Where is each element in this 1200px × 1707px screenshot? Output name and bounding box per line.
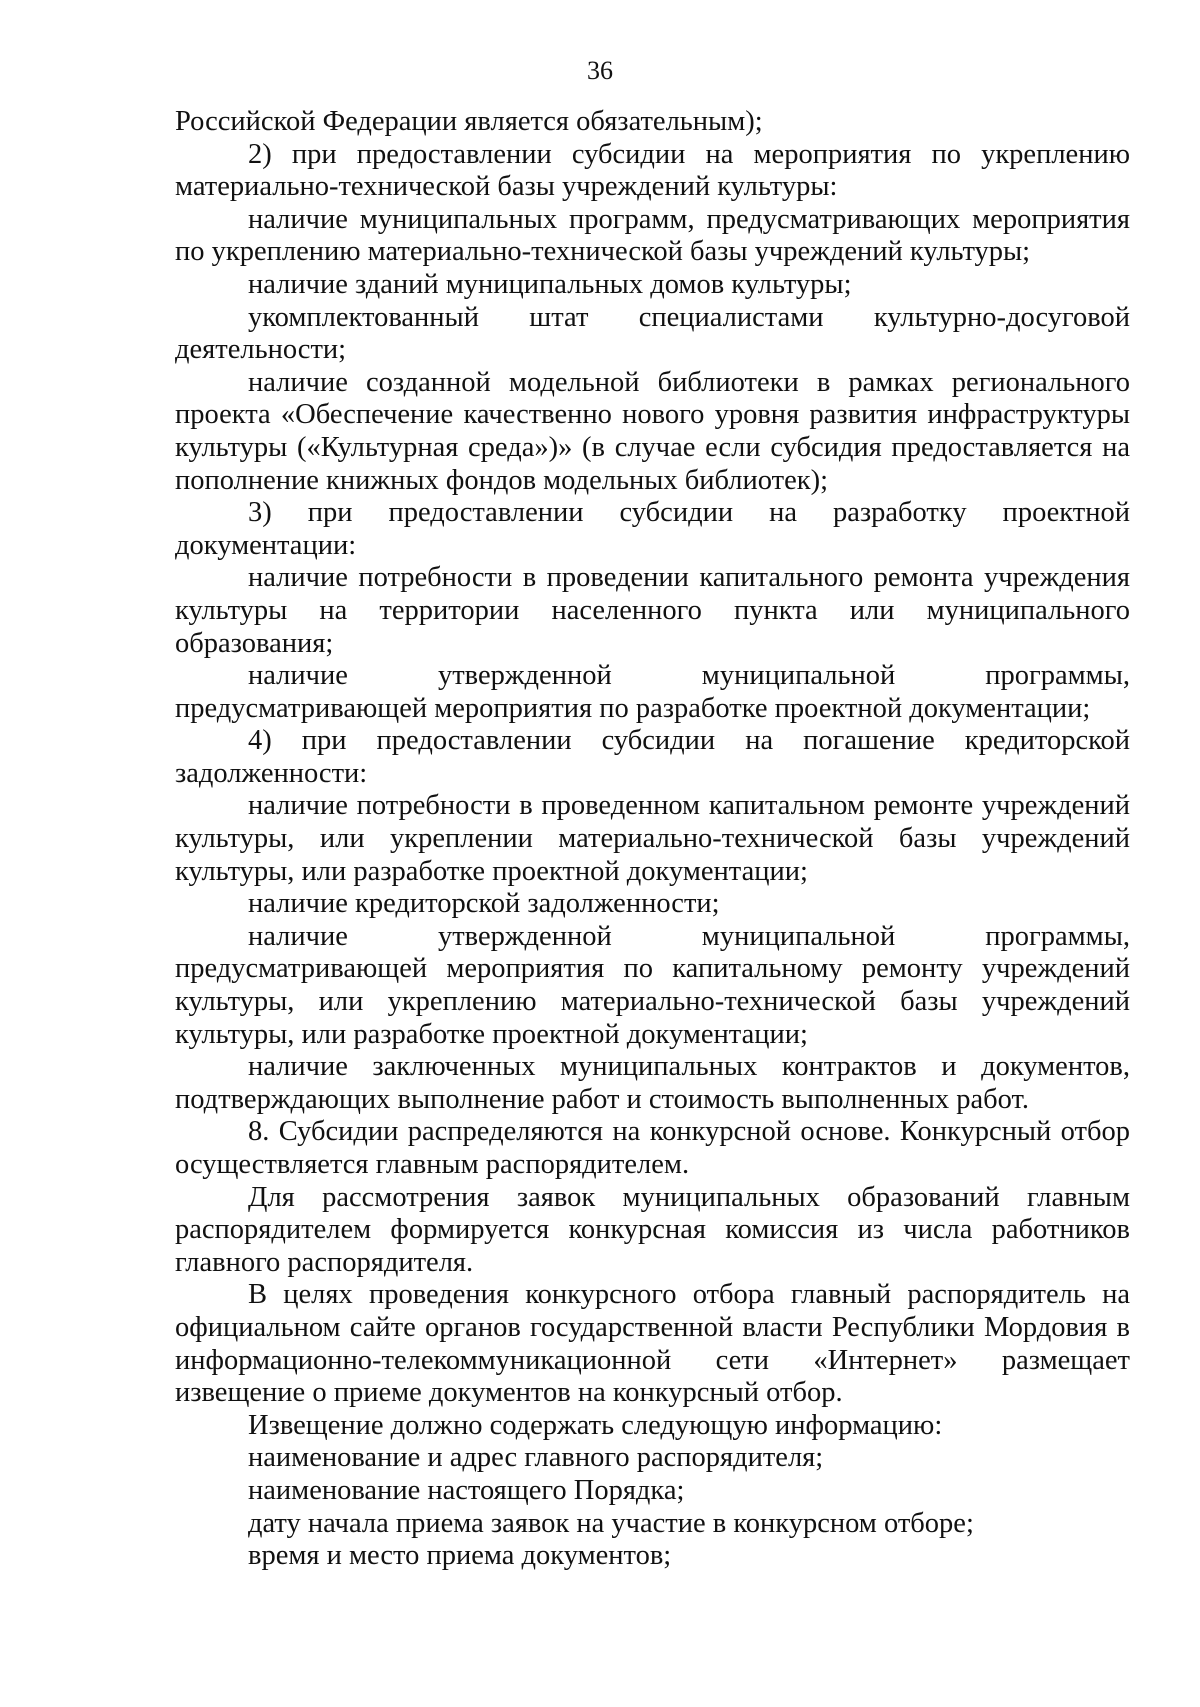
paragraph: 2) при предоставлении субсидии на мероприятия по укреплению материально-технической базы учреждений культуры: [175, 138, 1130, 203]
paragraph: наличие муниципальных программ, предусматривающих мероприятия по укреплению материально-технической базы учреждений культуры; [175, 203, 1130, 268]
paragraph: наличие кредиторской задолженности; [248, 888, 720, 920]
paragraph: укомплектованный штат специалистами культурно-досуговой деятельности; [175, 301, 1130, 366]
list-item: время и место приема документов; [248, 1540, 672, 1572]
paragraph: Для рассмотрения заявок муниципальных образований главным распорядителем формируется конкурсная комиссия из числа работников главного распорядителя. [175, 1181, 1130, 1278]
list-item: дату начала приема заявок на участие в конкурсном отборе; [248, 1507, 974, 1539]
list-item: Извещение должно содержать следующую информацию: [248, 1409, 943, 1441]
paragraph: наличие потребности в проведенном капитальном ремонте учреждений культуры, или укреплении материально-технической базы учреждений культуры, или разработке проектной документации; [175, 790, 1130, 887]
paragraph: наличие утвержденной муниципальной программы, предусматривающей мероприятия по капитальному ремонту учреждений культуры, или укреплению материально-технической базы учреждений культуры, или разработке проектной документации; [175, 920, 1130, 1050]
paragraph: наличие потребности в проведении капитального ремонта учреждения культуры на территории населенного пункта или муниципального образования; [175, 562, 1130, 659]
paragraph: 8. Субсидии распределяются на конкурсной основе. Конкурсный отбор осуществляется главным распорядителем. [175, 1116, 1130, 1180]
document-body [175, 106, 1130, 1573]
list-item: наименование и адрес главного распорядителя; [248, 1442, 824, 1474]
paragraph: В целях проведения конкурсного отбора главный распорядитель на официальном сайте органов государственной власти Республики Мордовия в информационно-телекоммуникационной сети «Интернет» размещает извещение о приеме документов на конкурсный отбор. [175, 1279, 1130, 1409]
paragraph: наличие заключенных муниципальных контрактов и документов, подтверждающих выполнение работ и стоимость выполненных работ. [175, 1051, 1130, 1115]
paragraph: наличие утвержденной муниципальной программы, предусматривающей мероприятия по разработке проектной документации; [175, 660, 1130, 724]
paragraph: Российской Федерации является обязательным); [175, 106, 763, 137]
paragraph: 3) при предоставлении субсидии на разработку проектной документации: [175, 497, 1130, 561]
paragraph: наличие созданной модельной библиотеки в рамках регионального проекта «Обеспечение качественно нового уровня развития инфраструктуры культуры («Культурная среда»)» (в случае если субсидия предоставляется на пополнение книжных фондов модельных библиотек); [175, 366, 1130, 496]
list-item: наименование настоящего Порядка; [248, 1474, 685, 1506]
paragraph: наличие зданий муниципальных домов культуры; [248, 268, 852, 300]
page-number: 36 [587, 56, 613, 85]
paragraph: 4) при предоставлении субсидии на погашение кредиторской задолженности: [175, 725, 1130, 789]
